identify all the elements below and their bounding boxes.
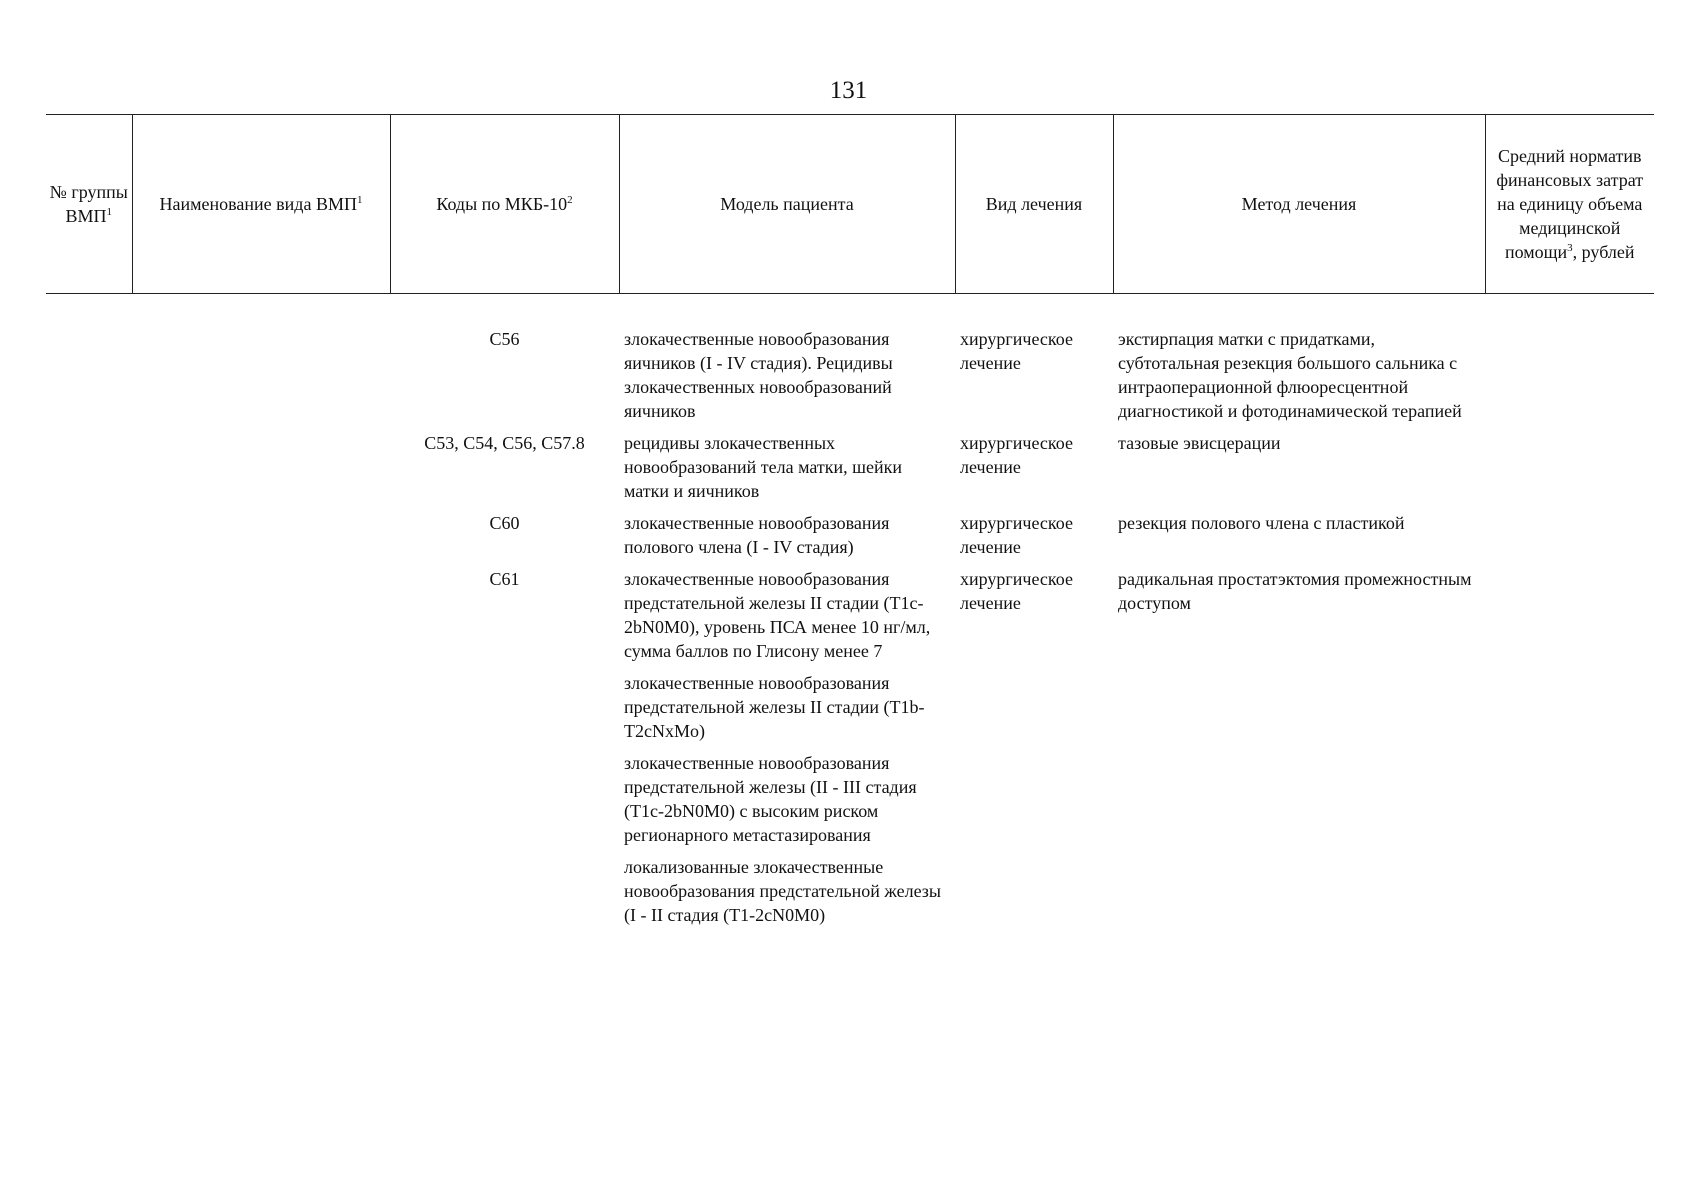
table-body — [46, 327, 1654, 935]
cell-code — [390, 751, 619, 855]
cell-method — [1113, 855, 1485, 935]
header-icd-codes: Коды по МКБ-$10^2$ — [390, 115, 619, 294]
table-row — [46, 567, 1654, 671]
cell-vmp-name — [132, 431, 390, 511]
cell-method: экстирпация матки с придатками, субтотальная резекция большого сальника с интраоперационной флюоресцентной диагностикой и фотодинамической терапией — [1118, 329, 1462, 421]
cell-group — [46, 671, 132, 751]
header-vmp-name: Наименование вида ВМП$^1$ — [132, 115, 390, 294]
cell-code: C56 — [489, 329, 520, 349]
cell-model: злокачественные новообразования яичников (I - IV стадия). Рецидивы злокачественных новообразований яичников — [624, 329, 893, 421]
cell-cost — [1485, 511, 1654, 567]
cell-cost — [1485, 567, 1654, 671]
cell-code: C61 — [489, 569, 520, 589]
table-row — [46, 327, 1654, 431]
cell-vmp-name — [132, 511, 390, 567]
cell-cost — [1485, 855, 1654, 935]
cell-model: рецидивы злокачественных новообразований тела матки, шейки матки и яичников — [624, 433, 903, 501]
cell-vmp-name — [132, 327, 390, 431]
table-row — [46, 431, 1654, 511]
table-row — [46, 671, 1654, 751]
cell-cost — [1485, 327, 1654, 431]
header-cost-norm: Средний норматив финансовых затрат на единицу объема медицинской помощи$^3$, рублей — [1485, 115, 1654, 294]
cell-vmp-name — [132, 671, 390, 751]
table-row — [46, 751, 1654, 855]
table-row — [46, 855, 1654, 935]
cell-method — [1113, 751, 1485, 855]
cell-vmp-name — [132, 855, 390, 935]
cell-model: злокачественные новообразования полового члена (I - IV стадия) — [624, 513, 890, 557]
cell-vmp-name — [132, 751, 390, 855]
cell-treatment — [955, 751, 1113, 855]
cell-method: резекция полового члена с пластикой — [1118, 513, 1405, 533]
cell-vmp-name — [132, 567, 390, 671]
page-number: 131 — [829, 77, 868, 104]
cell-group — [46, 431, 132, 511]
cell-method: тазовые эвисцерации — [1118, 433, 1281, 453]
cell-method — [1113, 671, 1485, 751]
cell-treatment: хирургическое лечение — [960, 569, 1073, 613]
cell-method: радикальная простатэктомия промежностным доступом — [1118, 569, 1472, 613]
cell-model: злокачественные новообразования предстательной железы II стадии (T1b-T2cNxMo) — [624, 673, 925, 741]
header-patient-model: Модель пациента — [619, 115, 955, 294]
cell-model: локализованные злокачественные новообразования предстательной железы (I - II стадия (T1-2cN0M0) — [624, 857, 941, 925]
cell-treatment: хирургическое лечение — [960, 329, 1073, 373]
table-header — [46, 114, 1654, 294]
cell-model: злокачественные новообразования предстательной железы II стадии (T1c-2bN0M0), уровень ПСА менее 10 нг/мл, сумма баллов по Глисону менее 7 — [624, 569, 931, 661]
cell-group — [46, 567, 132, 671]
cell-treatment: хирургическое лечение — [960, 513, 1073, 557]
table-row — [46, 511, 1654, 567]
cell-code — [390, 855, 619, 935]
cell-group — [46, 751, 132, 855]
cell-group — [46, 855, 132, 935]
cell-treatment — [955, 671, 1113, 751]
header-treatment-method: Метод лечения — [1113, 115, 1485, 294]
cell-code: C53, C54, C56, C57.8 — [424, 433, 585, 453]
cell-cost — [1485, 431, 1654, 511]
cell-code: C60 — [489, 513, 520, 533]
cell-model: злокачественные новообразования предстательной железы (II - III стадия (T1c-2bN0M0) с высоким риском регионарного метастазирования — [624, 753, 917, 845]
cell-cost — [1485, 751, 1654, 855]
header-treatment-type: Вид лечения — [955, 115, 1113, 294]
cell-group — [46, 327, 132, 431]
header-group-number: № группы ВМП$^1$ — [46, 115, 132, 294]
cell-treatment: хирургическое лечение — [960, 433, 1073, 477]
cell-group — [46, 511, 132, 567]
cell-code — [390, 671, 619, 751]
cell-treatment — [955, 855, 1113, 935]
header-row — [46, 115, 1654, 294]
cell-cost — [1485, 671, 1654, 751]
